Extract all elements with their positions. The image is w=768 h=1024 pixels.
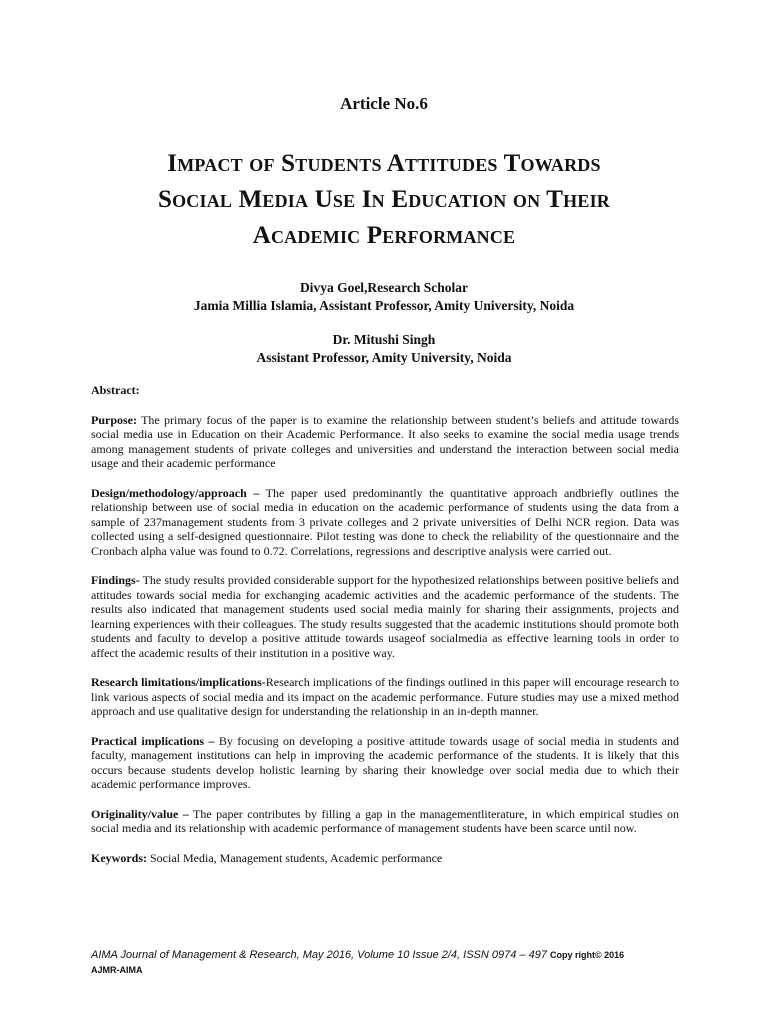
footer-journal: AIMA Journal of Management & Research, May 2016, Volume 10 Issue 2/4, ISSN 0974 – 497 (91, 949, 550, 961)
abstract-purpose (91, 413, 679, 471)
section-text: By focusing on developing a positive attitude towards usage of social media in students and faculty, management institutions can help in improving the academic performance of the students. It is likely that this occurs because students develop holistic learning by sharing their knowledge over social media due to which their academic performance improves. (91, 733, 680, 791)
author-block-2 (0, 331, 768, 367)
section-label: Design/methodology/approach – (91, 485, 260, 500)
abstract-originality (91, 807, 679, 836)
footer-copyright: Copy right© 2016 (550, 950, 625, 960)
title-line: Social Media Use In Education on Their (158, 186, 610, 213)
section-text: Research implications of the findings outlined in this paper will encourage research to link various aspects of social media and its impact on the academic performance. Future studies may use a mixed method approach and use qualitative design for understanding the relationship in an in-depth manner. (91, 675, 679, 718)
footer-org: AJMR-AIMA (91, 965, 143, 975)
section-label: Keywords: (91, 850, 147, 865)
author-affiliation: Jamia Millia Islamia, Assistant Professor, Amity University, Noida (193, 298, 575, 313)
footer-citation (91, 948, 691, 963)
section-text: The paper used predominantly the quantitative approach andbriefly outlines the relationship between use of social media in education on the academic performance of students using the data from a sample of 237management students from 3 private colleges and 2 private universities of Delhi NCR region. Data was collected using a self-designed questionnaire. Pilot testing was done to check the reliability of the questionnaire and the Cronbach alpha value was found to 0.72. Correlations, regressions and descriptive analysis were carried out. (91, 485, 680, 558)
section-text: Social Media, Management students, Academic performance (147, 850, 443, 865)
author-name: Divya Goel,Research Scholar (299, 280, 469, 295)
section-label: Findings- (91, 573, 140, 587)
abstract-limitations (91, 675, 679, 719)
section-text: The paper contributes by filling a gap in the managementliterature, in which empirical studies on social media and its relationship with academic performance of management students have been scarce until now. (91, 806, 679, 835)
article-number: Article No.6 (340, 94, 428, 113)
author-affiliation: Assistant Professor, Amity University, Noida (256, 350, 512, 365)
abstract-body (91, 383, 679, 880)
section-label: Purpose: (91, 412, 137, 427)
page-footer (91, 948, 691, 978)
title-line: Academic Performance (252, 222, 516, 249)
abstract-design (91, 486, 679, 559)
title-line: Impact of Students Attitudes Towards (167, 150, 601, 177)
abstract-keywords (91, 851, 679, 866)
author-block-1 (0, 279, 768, 315)
section-label: Originality/value – (91, 806, 189, 821)
section-text: The primary focus of the paper is to examine the relationship between student’s beliefs and attitude towards social media use in Education on their Academic Performance. It also seeks to examine the social media usage trends among management students of private colleges and universities and understand the interaction between social media usage and their academic performance (91, 412, 679, 470)
paper-title (60, 146, 708, 254)
abstract-practical (91, 734, 679, 792)
abstract-heading: Abstract: (91, 383, 140, 397)
section-label: Practical implications – (91, 733, 215, 748)
section-text: The study results provided considerable support for the hypothesized relationships between positive beliefs and attitudes towards social media for exchanging academic activities and the academic performance of the students. The results also indicated that management students used social media mainly for sharing their assignments, projects and learning experiences with their colleagues. The study results suggested that the academic institutions should promote both students and faculty to develop a positive attitude towards usageof socialmedia as effective learning tools in order to affect the academic results of their institution in a positive way. (91, 573, 679, 660)
section-label: Research limitations/implications- (91, 675, 266, 689)
abstract-findings (91, 573, 679, 660)
author-name: Dr. Mitushi Singh (332, 332, 436, 347)
